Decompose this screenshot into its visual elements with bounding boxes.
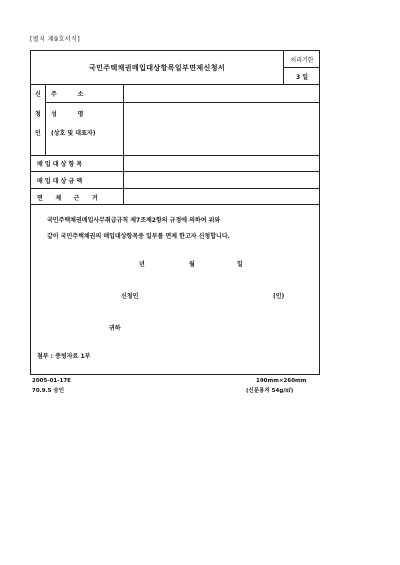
- processing-period-header: 처리기한: [284, 51, 320, 68]
- footer-paper-type: (신문용지 54g/㎡): [246, 388, 294, 394]
- item-row-label: 매 입 대 상 항 목: [37, 161, 83, 168]
- footer-form-number: 2005-01-17E: [32, 378, 71, 384]
- footer-paper-size: 190mm×260mm: [256, 378, 307, 384]
- item-field[interactable]: [124, 155, 319, 171]
- name-sub-label: (상호 및 대표자): [51, 130, 96, 137]
- form-title: 국민주택채권매입대상항목일부면제신청서: [88, 64, 226, 72]
- item-row: [31, 155, 319, 172]
- signer-label: 신청인: [121, 293, 139, 300]
- applicant-side-char-3: 인: [35, 130, 41, 137]
- recipient: 귀하: [109, 325, 121, 332]
- processing-period-box: [283, 51, 320, 85]
- date-year: 년: [139, 261, 145, 268]
- amount-row-label: 매 입 대 상 금 액: [37, 178, 83, 185]
- form-label: [별지 제9호서식]: [30, 36, 81, 43]
- statement-line-1: 국민주택채권매입사무취급규칙 제7조제2항의 규정에 의하여 위와: [47, 217, 221, 224]
- applicant-side-char-1: 신: [35, 91, 41, 98]
- name-label: 성 명: [51, 111, 84, 118]
- amount-field[interactable]: [124, 172, 319, 188]
- address-label: 주 소: [51, 91, 84, 98]
- date-day: 일: [237, 261, 243, 268]
- name-field[interactable]: [124, 103, 319, 155]
- applicant-side-char-2: 청: [35, 111, 41, 118]
- basis-row: [31, 189, 319, 205]
- statement-line-2: 같이 국민주택채권의 매입대상항목중 일부를 면제 한고자 신청합니다.: [47, 233, 230, 240]
- title-row: [31, 51, 319, 85]
- amount-row: [31, 172, 319, 189]
- seal-mark: (인): [273, 293, 285, 300]
- application-form: [30, 50, 320, 375]
- address-field[interactable]: [124, 86, 319, 102]
- date-month: 월: [189, 261, 195, 268]
- processing-period-value: 3 일: [295, 73, 309, 81]
- signer-field[interactable]: [151, 287, 261, 301]
- attachment-note: 첨부 : 증빙자료 1부: [37, 353, 91, 360]
- basis-row-label: 면 제 근 거: [37, 195, 98, 202]
- basis-field[interactable]: [124, 189, 319, 204]
- footer-approval: 70.9.5 승인: [32, 388, 65, 394]
